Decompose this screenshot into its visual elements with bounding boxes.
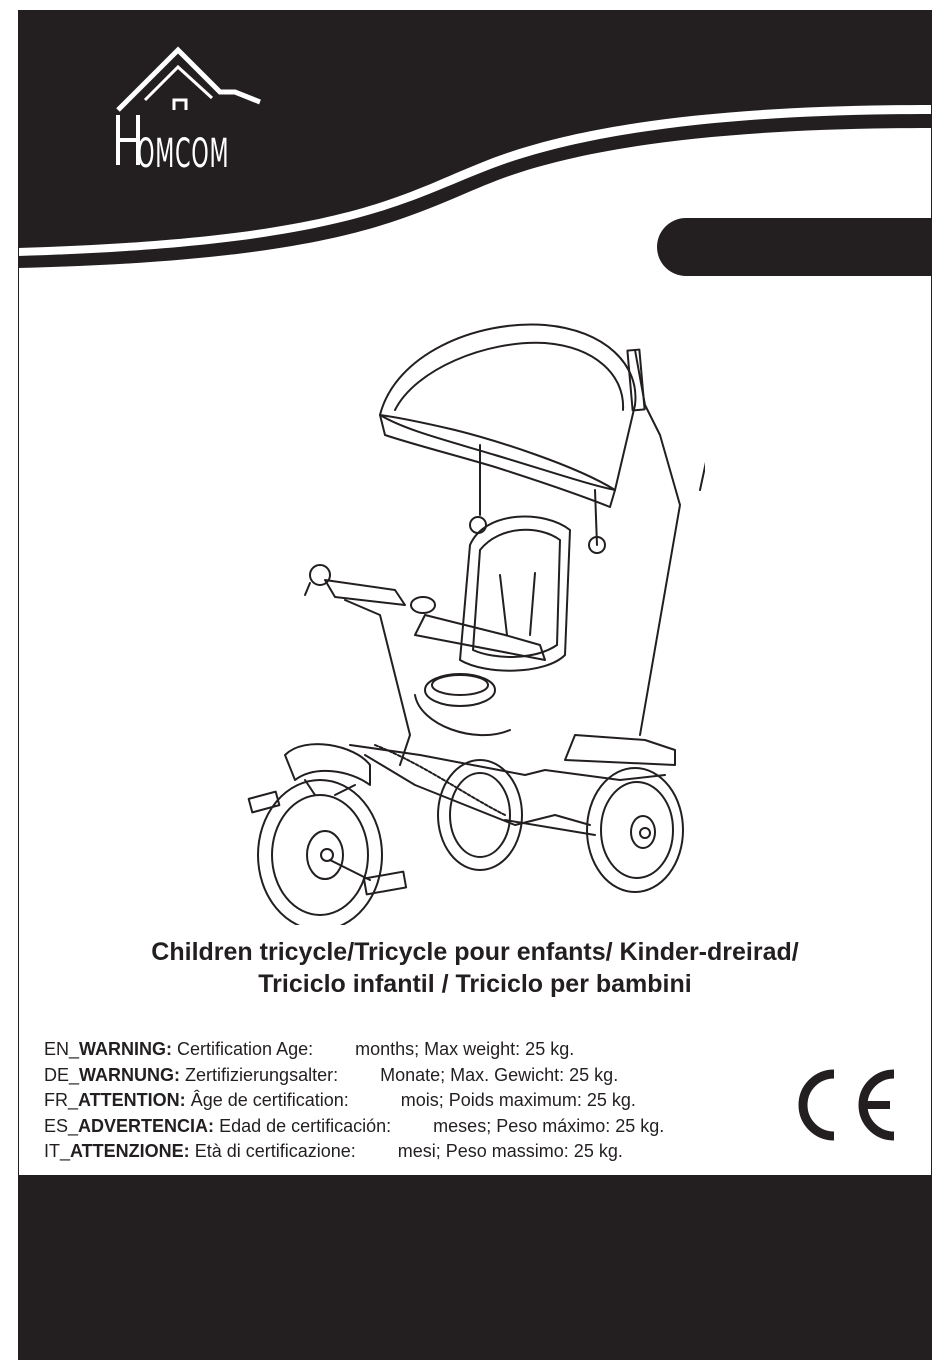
warning-text-after: mesi; Peso massimo: 25 kg. <box>397 1141 623 1161</box>
logo-rest: OMCOM <box>136 131 230 177</box>
warning-lang-prefix: EN_ <box>44 1039 80 1059</box>
brand-logo-text <box>112 118 229 176</box>
warning-label: ATTENTION: <box>78 1090 186 1110</box>
warning-text-after: Monate; Max. Gewicht: 25 kg. <box>380 1064 619 1085</box>
footer-band <box>18 1175 932 1360</box>
warning-lang-prefix: ES_ <box>44 1115 79 1136</box>
warning-label: WARNING: <box>79 1039 173 1059</box>
warning-lang-prefix: IT_ <box>44 1141 71 1161</box>
warning-text-before: Zertifizierungsalter: <box>185 1064 339 1085</box>
warning-line-fr <box>44 1088 664 1114</box>
warning-label: WARNUNG: <box>79 1064 181 1085</box>
warning-text-before: Certification Age: <box>177 1039 314 1059</box>
product-title-line-1: Children tricycle/Tricycle pour enfants/ Kinder-dreirad/ <box>151 938 799 966</box>
warning-text-after: mois; Poids maximum: 25 kg. <box>400 1090 636 1110</box>
warning-line-it <box>44 1139 664 1165</box>
warning-lang-prefix: DE_ <box>44 1064 80 1085</box>
warning-text-before: Età di certificazione: <box>194 1141 356 1161</box>
tricycle-with-canopy-icon <box>245 315 705 925</box>
certification-warnings <box>44 1037 664 1165</box>
warning-text-after: months; Max weight: 25 kg. <box>355 1039 575 1059</box>
warning-label: ATTENZIONE: <box>70 1141 190 1161</box>
warning-text-before: Âge de certification: <box>190 1090 349 1110</box>
warning-text-after: meses; Peso máximo: 25 kg. <box>433 1115 665 1136</box>
warning-line-en <box>44 1037 664 1063</box>
warning-text-before: Edad de certificación: <box>219 1115 392 1136</box>
warning-line-de <box>44 1063 664 1089</box>
warning-label: ADVERTENCIA: <box>78 1115 215 1136</box>
ce-mark-icon <box>790 1066 902 1144</box>
product-title-line-2: Triciclo infantil / Triciclo per bambini <box>258 970 692 998</box>
warning-lang-prefix: FR_ <box>44 1090 79 1110</box>
model-number-pill <box>657 218 932 276</box>
warning-line-es <box>44 1114 664 1140</box>
